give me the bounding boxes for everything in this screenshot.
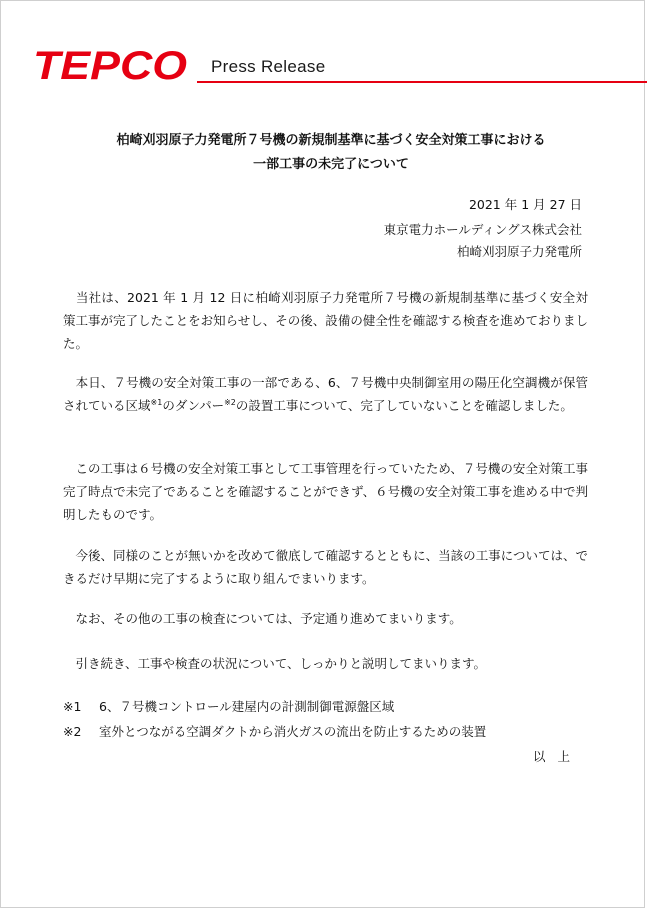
issuer-company: 東京電力ホールディングス株式会社 [383, 222, 582, 237]
body-paragraph-2: 本日、７号機の安全対策工事の一部である、6、７号機中央制御室用の陽圧化空調機が保管されている区域$^{※1}$のダンパー$^{※2}$の設置工事について、完了していないことを確認しました。 [63, 375, 588, 413]
page-title-line-1: 柏崎刈羽原子力発電所７号機の新規制基準に基づく安全対策工事における [116, 133, 546, 148]
footnote-2 [63, 722, 486, 740]
body-paragraph-6: 引き続き、工事や検査の状況について、しっかりと説明してまいります。 [75, 656, 487, 671]
header-divider [197, 81, 647, 83]
issuer-site: 柏崎刈羽原子力発電所 [456, 244, 582, 259]
release-date: 2021 年 1 月 27 日 [468, 197, 582, 212]
closing-mark: 以上 [532, 749, 582, 764]
page-title-line-2: 一部工事の未完了について [253, 157, 409, 172]
tepco-logo [31, 45, 191, 83]
body-paragraph-3: この工事は６号機の安全対策工事として工事管理を行っていたため、７号機の安全対策工事完了時点で未完了であることを確認することができず、６号機の安全対策工事を進める中で判明したものです。 [63, 461, 588, 522]
body-paragraph-4: 今後、同様のことが無いかを改めて徹底して確認するとともに、当該の工事については、できるだけ早期に完了するように取り組んでまいります。 [63, 548, 588, 586]
footnote-text: 室外とつながる空調ダクトから消火ガスの流出を防止するための装置 [99, 724, 487, 739]
press-release-label: Press Release [211, 57, 326, 76]
footnote-text: 6、７号機コントロール建屋内の計測制御電源盤区域 [99, 699, 395, 714]
body-paragraph-1: 当社は、2021 年 1 月 12 日に柏崎刈羽原子力発電所７号機の新規制基準に基づく安全対策工事が完了したことをお知らせし、その後、設備の健全性を確認する検査を進めておりました。 [63, 290, 588, 351]
svg-text:TEPCO: TEPCO [33, 45, 187, 83]
footnote-mark: ※1 [63, 699, 82, 714]
footnote-mark: ※2 [63, 724, 82, 739]
body-paragraph-5: なお、その他の工事の検査については、予定通り進めてまいります。 [75, 611, 462, 626]
footnote-1 [63, 697, 394, 715]
footnote-ref-2: ※2 [224, 398, 236, 407]
footnote-ref-1: ※1 [150, 398, 163, 407]
